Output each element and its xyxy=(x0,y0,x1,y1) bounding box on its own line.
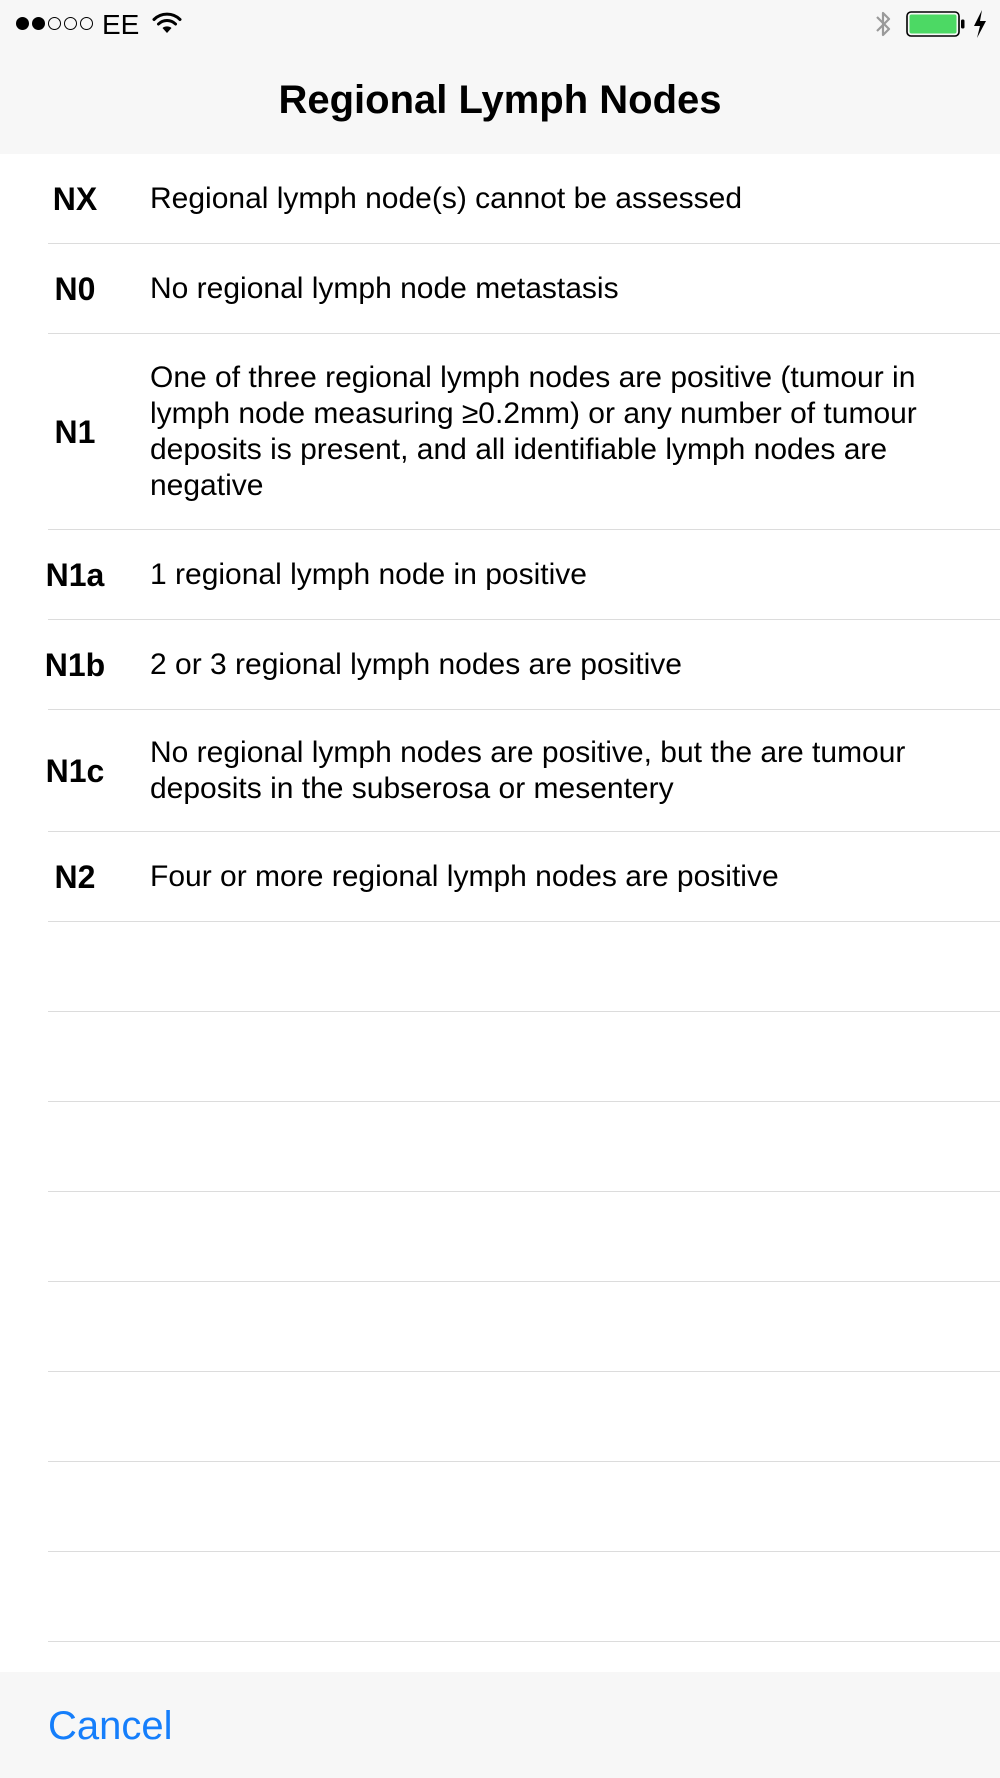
list-item-n1b[interactable] xyxy=(44,620,1000,710)
stage-code: N1c xyxy=(45,752,105,789)
stage-description: Regional lymph node(s) cannot be assessed xyxy=(150,181,743,215)
stage-description: No regional lymph nodes are positive, but the are tumour deposits in the subserosa or mesentery xyxy=(150,735,906,805)
signal-dot xyxy=(16,17,29,30)
stage-description: Four or more regional lymph nodes are positive xyxy=(150,859,779,893)
signal-dot xyxy=(80,17,93,30)
empty-list-row xyxy=(48,922,1000,1012)
cancel-button[interactable]: Cancel xyxy=(48,1704,173,1748)
signal-dot xyxy=(64,17,77,30)
list-item-n1a[interactable] xyxy=(45,530,1000,620)
empty-list-row xyxy=(48,1192,1000,1282)
stage-description: 1 regional lymph node in positive xyxy=(150,557,587,591)
stage-code: N1b xyxy=(44,646,106,683)
stage-description: 2 or 3 regional lymph nodes are positive xyxy=(150,647,682,681)
list-item-n1c[interactable] xyxy=(45,710,1000,832)
list-item-nx[interactable] xyxy=(48,154,1000,244)
stage-description: No regional lymph node metastasis xyxy=(150,271,619,305)
empty-list-row xyxy=(48,1282,1000,1372)
empty-list-row xyxy=(48,1462,1000,1552)
empty-list-row xyxy=(48,1552,1000,1642)
bluetooth-icon xyxy=(872,8,894,40)
signal-strength-icon xyxy=(16,17,93,33)
stage-code: N2 xyxy=(54,858,96,895)
list-item-n1[interactable] xyxy=(48,334,1000,530)
empty-list-row xyxy=(48,1102,1000,1192)
stage-code: NX xyxy=(52,180,98,217)
navigation-bar xyxy=(0,48,1000,154)
bottom-toolbar xyxy=(0,1672,1000,1778)
stage-list xyxy=(0,154,1000,1642)
signal-dot xyxy=(48,17,61,30)
list-item-n2[interactable] xyxy=(48,832,1000,922)
battery-level-fill xyxy=(910,15,957,34)
charging-bolt-icon xyxy=(972,9,988,39)
list-item-n0[interactable] xyxy=(48,244,1000,334)
stage-code: N1 xyxy=(54,413,96,450)
stage-code: N0 xyxy=(54,270,96,307)
battery-icon xyxy=(906,11,966,37)
empty-list-row xyxy=(48,1372,1000,1462)
stage-description: One of three regional lymph nodes are positive (tumour in lymph node measuring ≥0.2mm) or any number of tumour deposits is present, and all identifiable lymph nodes are negative xyxy=(150,360,917,502)
stage-code: N1a xyxy=(45,556,105,593)
wifi-icon xyxy=(152,11,182,35)
signal-dot xyxy=(32,17,45,30)
empty-list-row xyxy=(48,1012,1000,1102)
status-bar xyxy=(0,0,1000,48)
carrier-name: EE xyxy=(102,9,140,40)
page-title: Regional Lymph Nodes xyxy=(278,78,722,122)
